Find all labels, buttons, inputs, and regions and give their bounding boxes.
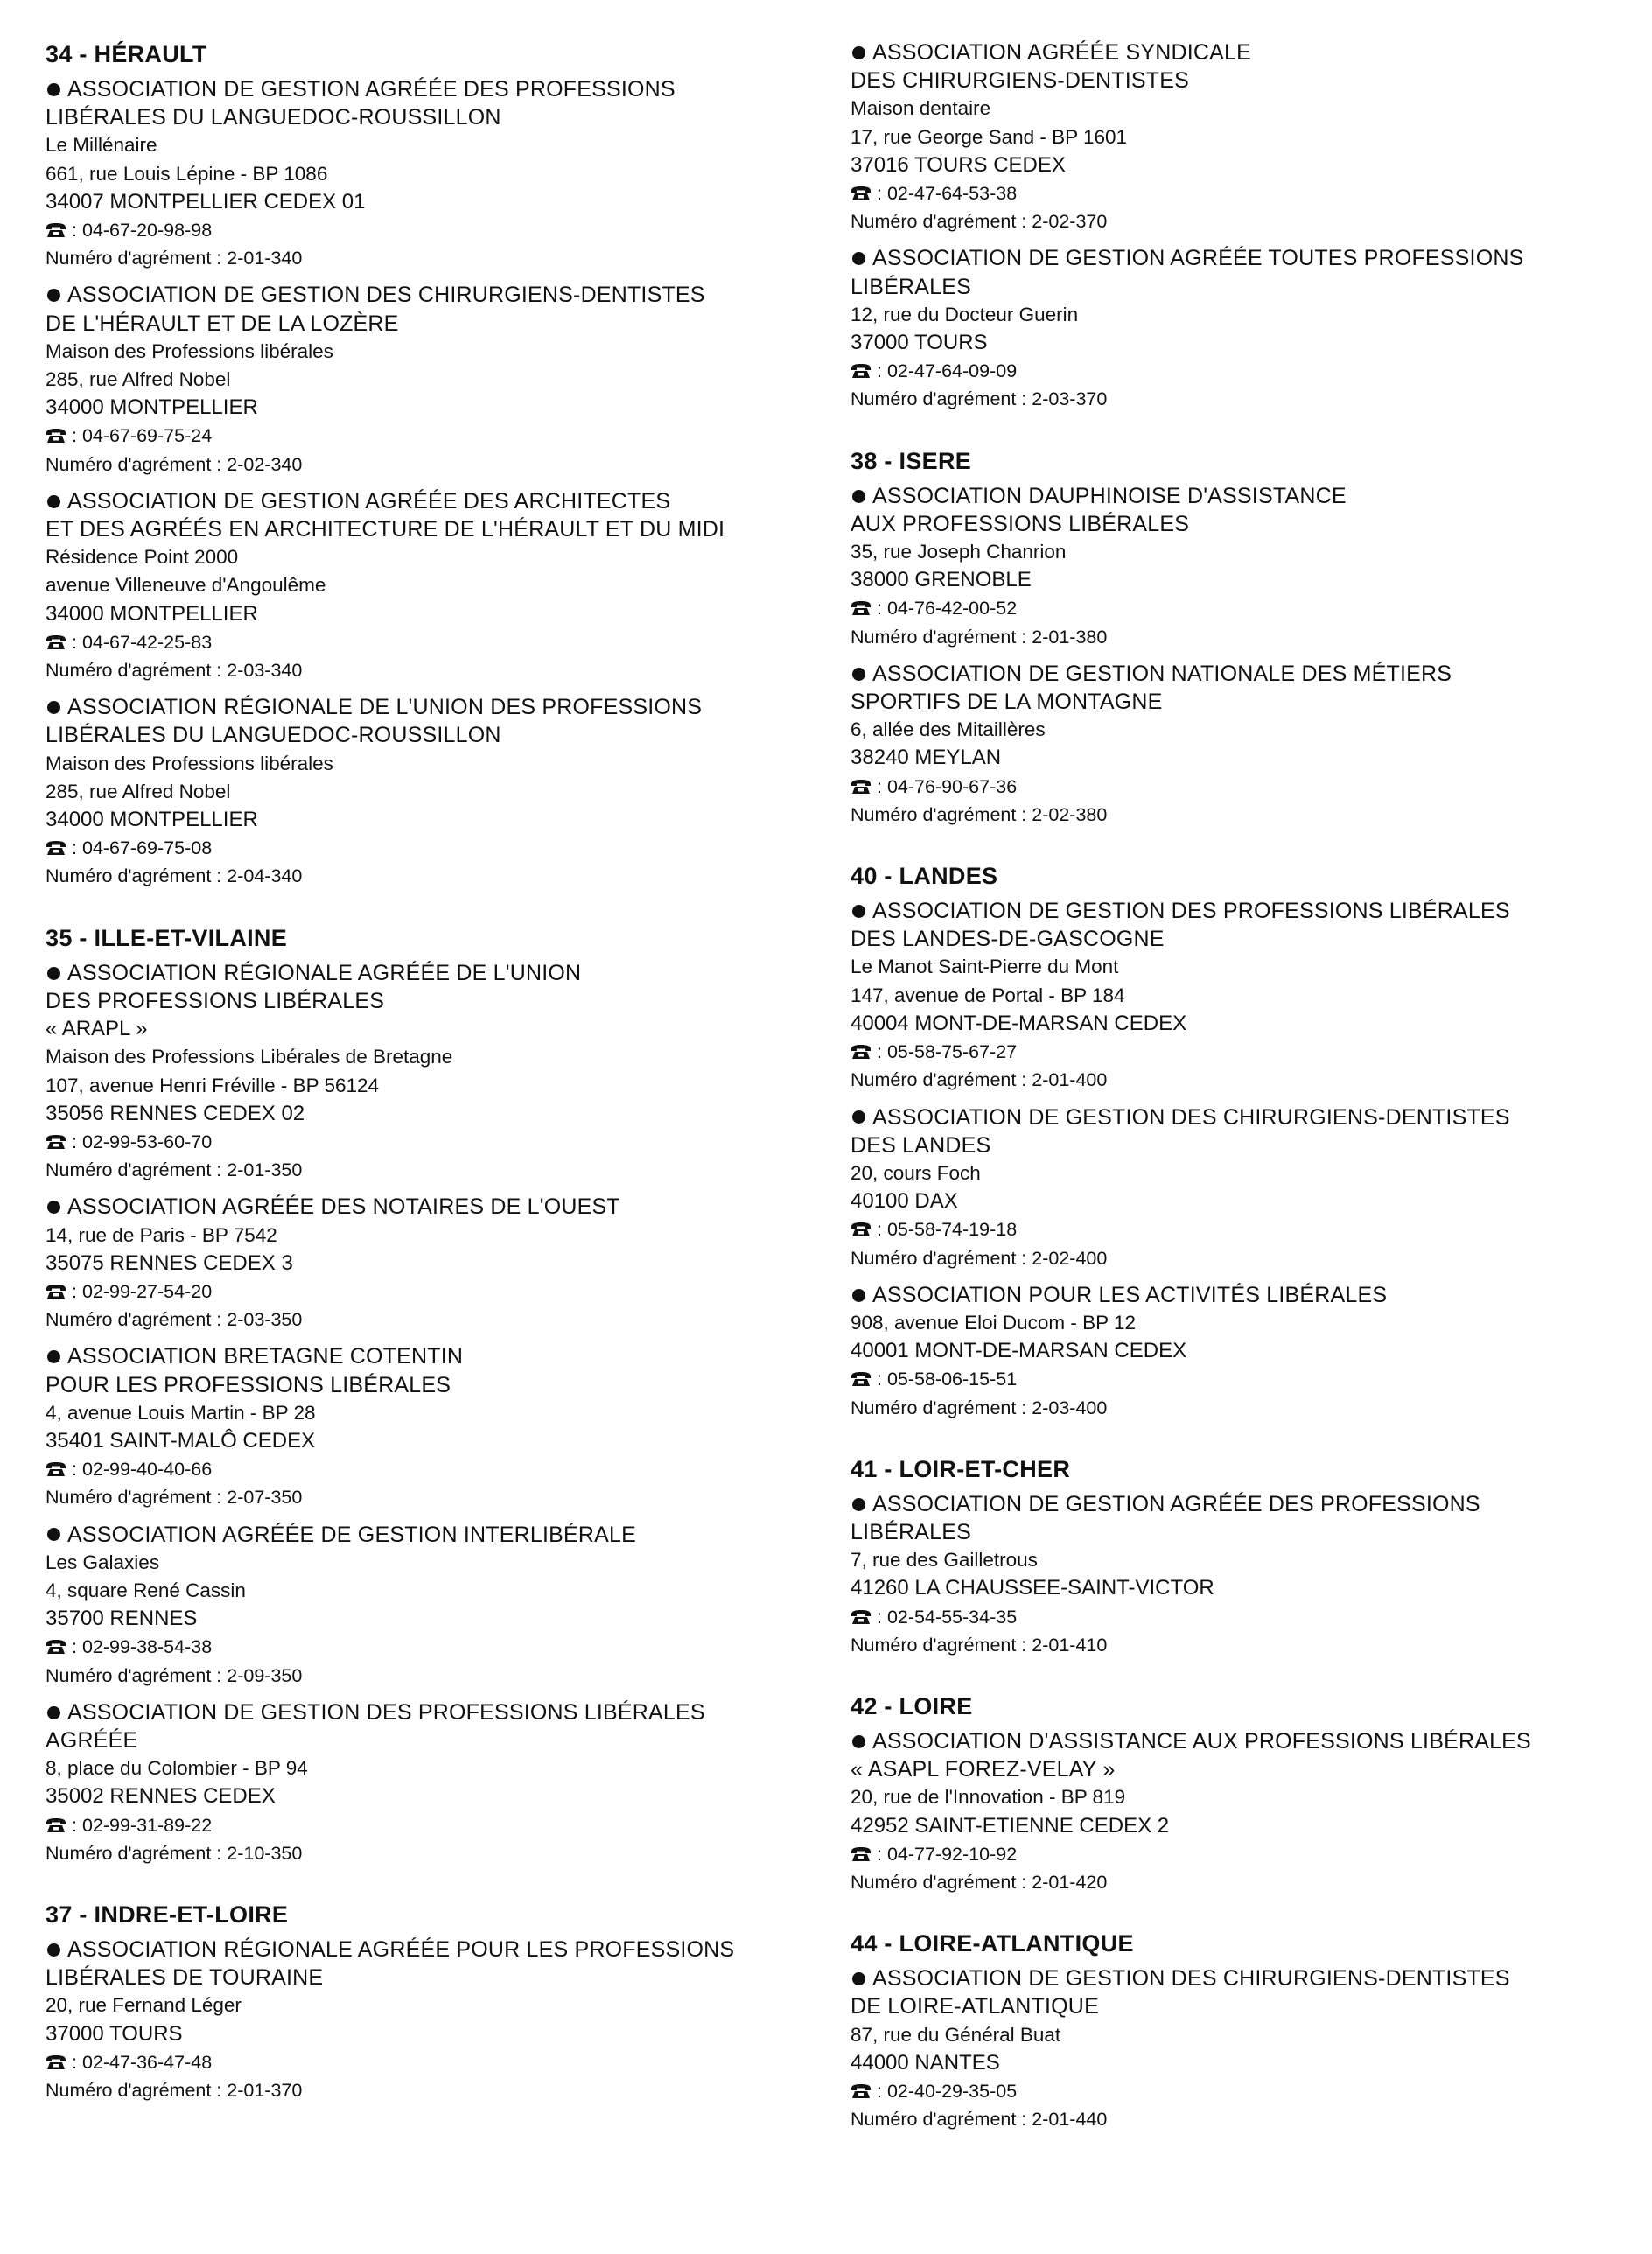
telephone-icon	[46, 836, 66, 851]
association-name: ASSOCIATION DE GESTION DES CHIRURGIENS-DENTISTES	[872, 1966, 1510, 1992]
agrement-number: Numéro d'agrément : 2-02-370	[850, 211, 1108, 233]
bullet-icon	[47, 495, 60, 508]
association-name-line	[46, 515, 816, 543]
association-entry	[46, 959, 816, 1185]
association-name-line	[850, 897, 1620, 925]
address-line: Le Millénaire	[46, 134, 158, 157]
agrement-number: Numéro d'agrément : 2-01-370	[46, 2080, 303, 2101]
address-line: 40100 DAX	[850, 1189, 958, 1214]
association-name-line	[46, 281, 816, 309]
association-name-line	[850, 66, 1620, 94]
address-line: 285, rue Alfred Nobel	[46, 368, 231, 391]
bullet-icon	[47, 1528, 60, 1541]
telephone-icon	[46, 630, 66, 646]
department-section	[46, 1899, 816, 2104]
association-name: AGRÉÉE	[46, 1727, 138, 1753]
telephone-icon	[46, 1634, 66, 1650]
association-name: DES CHIRURGIENS-DENTISTES	[850, 68, 1189, 94]
agrement-number: Numéro d'agrément : 2-04-340	[46, 865, 303, 887]
association-entry	[46, 1698, 816, 1867]
address-line: 20, rue Fernand Léger	[46, 1994, 242, 2017]
association-entry	[850, 482, 1620, 651]
phone-number: : 05-58-74-19-18	[877, 1219, 1018, 1241]
telephone-icon	[46, 1130, 66, 1145]
association-entry	[46, 693, 816, 890]
telephone-icon	[850, 359, 872, 374]
association-name: ASSOCIATION RÉGIONALE AGRÉÉE DE L'UNION	[67, 960, 582, 985]
telephone-icon	[850, 1040, 872, 1055]
phone-line	[46, 1633, 816, 1661]
address-line: 285, rue Alfred Nobel	[46, 780, 231, 802]
phone-line	[46, 834, 816, 862]
telephone-icon	[850, 1605, 872, 1620]
association-name-line	[46, 103, 816, 131]
agrement-number: Numéro d'agrément : 2-07-350	[46, 1487, 303, 1508]
address-line: 12, rue du Docteur Guerin	[850, 303, 1079, 326]
bullet-icon	[852, 252, 865, 265]
department-section	[850, 38, 1620, 414]
phone-number: : 04-76-90-67-36	[877, 775, 1018, 797]
association-entry	[850, 38, 1620, 235]
association-name: ASSOCIATION D'ASSISTANCE AUX PROFESSIONS LIBÉRALES	[872, 1728, 1531, 1754]
telephone-icon	[46, 1279, 66, 1295]
address-line: 34000 MONTPELLIER	[46, 601, 258, 626]
association-name: SPORTIFS DE LA MONTAGNE	[850, 690, 1163, 715]
bullet-icon	[47, 289, 60, 302]
address-line: 35002 RENNES CEDEX	[46, 1784, 276, 1809]
phone-line	[46, 1455, 816, 1483]
department-section	[850, 1453, 1620, 1659]
association-entry	[46, 1193, 816, 1334]
phone-number: : 05-58-75-67-27	[877, 1041, 1018, 1063]
agrement-number: Numéro d'agrément : 2-02-340	[46, 453, 303, 475]
association-name-line	[850, 1131, 1620, 1159]
bullet-icon	[47, 1706, 60, 1719]
phone-line	[850, 179, 1620, 207]
phone-line	[46, 1278, 816, 1306]
agrement-number: Numéro d'agrément : 2-10-350	[46, 1842, 303, 1864]
address-line: 37016 TOURS CEDEX	[850, 152, 1066, 177]
address-line: 147, avenue de Portal - BP 184	[850, 984, 1125, 1006]
agrement-number: Numéro d'agrément : 2-03-370	[850, 388, 1108, 410]
association-name-line	[850, 1755, 1620, 1783]
association-name-line	[46, 1371, 816, 1399]
association-name: ASSOCIATION DE GESTION AGRÉÉE DES PROFESSIONS	[872, 1491, 1480, 1516]
agrement-number: Numéro d'agrément : 2-03-340	[46, 660, 303, 682]
agrement-number: Numéro d'agrément : 2-03-350	[46, 1309, 303, 1331]
agrement-number: Numéro d'agrément : 2-01-440	[850, 2109, 1108, 2131]
association-name-line	[46, 1698, 816, 1726]
bullet-icon	[47, 1943, 60, 1956]
agrement-number: Numéro d'agrément : 2-01-410	[850, 1634, 1108, 1656]
department-section	[46, 38, 816, 891]
association-name-line	[850, 1281, 1620, 1309]
address-line: Maison des Professions libérales	[46, 340, 333, 362]
department-title: 35 - ILLE-ET-VILAINE	[46, 924, 288, 951]
address-line: 40004 MONT-DE-MARSAN CEDEX	[850, 1011, 1187, 1035]
department-section	[850, 1928, 1620, 2133]
address-line: 37000 TOURS	[46, 2021, 183, 2046]
agrement-number: Numéro d'agrément : 2-09-350	[46, 1664, 303, 1686]
phone-line	[46, 628, 816, 656]
association-name-line	[850, 660, 1620, 688]
bullet-icon	[852, 46, 865, 60]
association-name: LIBÉRALES DE TOURAINE	[46, 1965, 324, 1991]
telephone-icon	[46, 218, 66, 234]
telephone-icon	[46, 2050, 66, 2066]
phone-number: : 02-47-36-47-48	[72, 2051, 213, 2073]
telephone-icon	[850, 1842, 872, 1858]
association-entry	[850, 244, 1620, 413]
association-name: DES PROFESSIONS LIBÉRALES	[46, 988, 385, 1013]
phone-number: : 02-47-64-09-09	[877, 360, 1018, 382]
address-line: 41260 LA CHAUSSEE-SAINT-VICTOR	[850, 1576, 1214, 1600]
address-line: 34007 MONTPELLIER CEDEX 01	[46, 189, 366, 214]
address-line: 35700 RENNES	[46, 1606, 198, 1631]
association-entry	[46, 487, 816, 684]
association-name: ASSOCIATION DE GESTION DES CHIRURGIENS-DENTISTES	[67, 283, 705, 308]
association-name-line	[46, 1193, 816, 1221]
phone-line	[46, 1811, 816, 1839]
department-section	[850, 1690, 1620, 1896]
association-entry	[46, 281, 816, 478]
association-name-line	[46, 1342, 816, 1370]
right-column	[850, 38, 1620, 2165]
association-name-line	[850, 38, 1620, 66]
agrement-number: Numéro d'agrément : 2-01-380	[850, 626, 1108, 648]
association-name: ASSOCIATION RÉGIONALE AGRÉÉE POUR LES PROFESSIONS	[67, 1936, 735, 1962]
association-entry	[46, 1521, 816, 1690]
phone-line	[46, 2048, 816, 2076]
bullet-icon	[47, 1200, 60, 1214]
bullet-icon	[852, 668, 865, 681]
phone-line	[46, 1128, 816, 1156]
association-entry	[850, 897, 1620, 1094]
department-section	[850, 445, 1620, 829]
department-title: 41 - LOIR-ET-CHER	[850, 1455, 1071, 1482]
association-name-line	[850, 688, 1620, 716]
phone-number: : 02-47-64-53-38	[877, 183, 1018, 205]
association-name-line	[850, 925, 1620, 953]
address-line: 661, rue Louis Lépine - BP 1086	[46, 162, 328, 185]
bullet-icon	[852, 1289, 865, 1302]
association-name-line	[46, 1936, 816, 1964]
association-name: « ASAPL FOREZ-VELAY »	[850, 1757, 1116, 1782]
association-name-line	[46, 310, 816, 338]
department-section	[46, 922, 816, 1867]
department-title: 44 - LOIRE-ATLANTIQUE	[850, 1930, 1134, 1957]
association-entry	[850, 1964, 1620, 2133]
phone-number: : 02-99-27-54-20	[72, 1280, 213, 1302]
bullet-icon	[47, 967, 60, 980]
address-line: avenue Villeneuve d'Angoulême	[46, 574, 326, 597]
bullet-icon	[852, 905, 865, 918]
association-name-line	[850, 1964, 1620, 1992]
address-line: 20, rue de l'Innovation - BP 819	[850, 1786, 1126, 1809]
association-name: AUX PROFESSIONS LIBÉRALES	[850, 511, 1190, 536]
address-line: Maison des Professions libérales	[46, 752, 333, 774]
association-name: DE L'HÉRAULT ET DE LA LOZÈRE	[46, 311, 399, 336]
phone-number: : 05-58-06-15-51	[877, 1368, 1018, 1390]
department-title: 38 - ISERE	[850, 447, 972, 474]
association-name: DES LANDES-DE-GASCOGNE	[850, 927, 1165, 952]
phone-number: : 02-54-55-34-35	[877, 1606, 1018, 1628]
agrement-number: Numéro d'agrément : 2-02-400	[850, 1247, 1108, 1269]
phone-line	[850, 1603, 1620, 1631]
phone-number: : 04-67-20-98-98	[72, 220, 213, 242]
association-name: LIBÉRALES DU LANGUEDOC-ROUSSILLON	[46, 105, 501, 130]
association-name: DES LANDES	[850, 1132, 991, 1158]
address-line: 34000 MONTPELLIER	[46, 808, 258, 832]
bullet-icon	[852, 1110, 865, 1124]
association-name: LIBÉRALES DU LANGUEDOC-ROUSSILLON	[46, 723, 501, 748]
phone-line	[850, 1215, 1620, 1243]
bullet-icon	[47, 1350, 60, 1363]
phone-line	[850, 773, 1620, 801]
phone-number: : 04-67-69-75-24	[72, 425, 213, 447]
phone-line	[850, 1365, 1620, 1393]
phone-line	[850, 357, 1620, 385]
address-line: 87, rue du Général Buat	[850, 2023, 1061, 2046]
phone-line	[46, 216, 816, 244]
association-name: LIBÉRALES	[850, 274, 971, 299]
address-line: Le Manot Saint-Pierre du Mont	[850, 956, 1119, 978]
association-name: ET DES AGRÉÉS EN ARCHITECTURE DE L'HÉRAULT ET DU MIDI	[46, 517, 725, 542]
agrement-number: Numéro d'agrément : 2-01-340	[46, 248, 303, 270]
phone-number: : 02-99-40-40-66	[72, 1459, 213, 1480]
telephone-icon	[46, 1457, 66, 1473]
phone-number: : 04-67-69-75-08	[72, 837, 213, 859]
address-line: 38000 GRENOBLE	[850, 568, 1032, 592]
address-line: 4, avenue Louis Martin - BP 28	[46, 1401, 316, 1424]
association-name-line	[850, 244, 1620, 272]
association-name-line	[850, 273, 1620, 301]
address-line: 107, avenue Henri Fréville - BP 56124	[46, 1074, 380, 1096]
telephone-icon	[850, 596, 872, 612]
phone-line	[850, 2077, 1620, 2105]
association-name: ASSOCIATION DE GESTION DES CHIRURGIENS-DENTISTES	[872, 1104, 1510, 1130]
association-name: ASSOCIATION DE GESTION AGRÉÉE TOUTES PROFESSIONS	[872, 246, 1524, 271]
telephone-icon	[850, 181, 872, 197]
association-entry	[46, 75, 816, 272]
association-name-line	[850, 1103, 1620, 1131]
address-line: 42952 SAINT-ETIENNE CEDEX 2	[850, 1813, 1170, 1838]
association-name-line	[850, 1992, 1620, 2020]
bullet-icon	[852, 1735, 865, 1748]
association-name: ASSOCIATION POUR LES ACTIVITÉS LIBÉRALES	[872, 1282, 1388, 1307]
bullet-icon	[47, 701, 60, 714]
telephone-icon	[46, 1813, 66, 1829]
association-name-line	[850, 1727, 1620, 1755]
association-name: ASSOCIATION AGRÉÉE SYNDICALE	[872, 40, 1252, 65]
association-name-line	[46, 721, 816, 749]
association-name: DE LOIRE-ATLANTIQUE	[850, 1994, 1099, 2020]
department-title: 42 - LOIRE	[850, 1692, 973, 1719]
address-line: 6, allée des Mitaillères	[850, 718, 1046, 741]
association-name-line	[46, 693, 816, 721]
association-name-line	[46, 987, 816, 1015]
association-entry	[850, 1103, 1620, 1272]
phone-line	[850, 594, 1620, 622]
association-name-line	[46, 1964, 816, 1992]
association-name: ASSOCIATION BRETAGNE COTENTIN	[67, 1344, 464, 1369]
association-entry	[46, 1342, 816, 1511]
address-line: 35075 RENNES CEDEX 3	[46, 1250, 293, 1275]
association-name: LIBÉRALES	[850, 1519, 971, 1544]
association-name-line	[46, 1521, 816, 1549]
association-name-line	[46, 75, 816, 103]
telephone-icon	[850, 1217, 872, 1233]
department-title: 40 - LANDES	[850, 863, 998, 890]
agrement-number: Numéro d'agrément : 2-01-400	[850, 1069, 1108, 1091]
address-line: 34000 MONTPELLIER	[46, 396, 258, 420]
address-line: 37000 TOURS	[850, 331, 988, 355]
association-entry	[850, 1490, 1620, 1659]
agrement-number: Numéro d'agrément : 2-01-350	[46, 1159, 303, 1181]
telephone-icon	[850, 774, 872, 790]
association-name: ASSOCIATION DE GESTION AGRÉÉE DES PROFESSIONS	[67, 77, 676, 102]
association-name: ASSOCIATION DE GESTION AGRÉÉE DES ARCHITECTES	[67, 488, 671, 514]
bullet-icon	[852, 490, 865, 503]
agrement-number: Numéro d'agrément : 2-02-380	[850, 803, 1108, 825]
bullet-icon	[47, 83, 60, 96]
address-line: 4, square René Cassin	[46, 1578, 246, 1601]
address-line: Maison des Professions Libérales de Bretagne	[46, 1046, 453, 1068]
association-entry	[46, 1936, 816, 2104]
telephone-icon	[850, 1367, 872, 1382]
phone-number: : 02-40-29-35-05	[877, 2080, 1018, 2102]
phone-line	[46, 422, 816, 450]
association-entry	[850, 1727, 1620, 1896]
association-name: ASSOCIATION DAUPHINOISE D'ASSISTANCE	[872, 483, 1347, 508]
address-line: Les Galaxies	[46, 1550, 160, 1573]
association-name-line	[850, 1518, 1620, 1546]
association-name-line	[46, 1726, 816, 1754]
association-name-line	[850, 482, 1620, 510]
association-name-line	[850, 510, 1620, 538]
address-line: 908, avenue Eloi Ducom - BP 12	[850, 1311, 1137, 1334]
association-name: POUR LES PROFESSIONS LIBÉRALES	[46, 1372, 452, 1397]
association-entry	[850, 1281, 1620, 1422]
address-line: 14, rue de Paris - BP 7542	[46, 1223, 277, 1246]
association-name: ASSOCIATION DE GESTION NATIONALE DES MÉTIERS	[872, 661, 1452, 686]
address-line: 7, rue des Gailletrous	[850, 1549, 1038, 1572]
association-name: ASSOCIATION RÉGIONALE DE L'UNION DES PROFESSIONS	[67, 695, 703, 720]
address-line: Résidence Point 2000	[46, 546, 239, 569]
telephone-icon	[850, 2079, 872, 2095]
bullet-icon	[852, 1972, 865, 1985]
address-line: 8, place du Colombier - BP 94	[46, 1757, 308, 1780]
address-line: 17, rue George Sand - BP 1601	[850, 125, 1128, 148]
phone-number: : 02-99-38-54-38	[72, 1636, 213, 1658]
bullet-icon	[852, 1498, 865, 1511]
phone-number: : 04-77-92-10-92	[877, 1843, 1018, 1865]
phone-number: : 04-76-42-00-52	[877, 598, 1018, 620]
phone-number: : 02-99-53-60-70	[72, 1130, 213, 1152]
association-entry	[850, 660, 1620, 829]
department-section	[850, 860, 1620, 1422]
phone-number: : 02-99-31-89-22	[72, 1814, 213, 1836]
address-line: « ARAPL »	[46, 1017, 148, 1041]
phone-line	[850, 1840, 1620, 1868]
association-name-line	[46, 487, 816, 515]
address-line: 38240 MEYLAN	[850, 746, 1002, 770]
agrement-number: Numéro d'agrément : 2-01-420	[850, 1871, 1108, 1893]
address-line: 20, cours Foch	[850, 1161, 981, 1184]
association-name: ASSOCIATION AGRÉÉE DES NOTAIRES DE L'OUEST	[67, 1194, 620, 1220]
telephone-icon	[46, 424, 66, 439]
agrement-number: Numéro d'agrément : 2-03-400	[850, 1396, 1108, 1418]
phone-number: : 04-67-42-25-83	[72, 631, 213, 653]
address-line: 35, rue Joseph Chanrion	[850, 541, 1067, 564]
association-name-line	[850, 1490, 1620, 1518]
left-column	[46, 38, 816, 2136]
phone-line	[850, 1038, 1620, 1066]
address-line: 40001 MONT-DE-MARSAN CEDEX	[850, 1339, 1187, 1363]
department-title: 34 - HÉRAULT	[46, 41, 207, 67]
department-title: 37 - INDRE-ET-LOIRE	[46, 1900, 289, 1928]
association-name-line	[46, 959, 816, 987]
association-name: ASSOCIATION AGRÉÉE DE GESTION INTERLIBÉRALE	[67, 1522, 636, 1547]
address-line: 35401 SAINT-MALÔ CEDEX	[46, 1428, 316, 1452]
address-line: 35056 RENNES CEDEX 02	[46, 1101, 305, 1125]
association-name: ASSOCIATION DE GESTION DES PROFESSIONS LIBÉRALES	[67, 1699, 705, 1725]
address-line: 44000 NANTES	[850, 2050, 1000, 2075]
address-line: Maison dentaire	[850, 97, 991, 120]
association-name: ASSOCIATION DE GESTION DES PROFESSIONS LIBÉRALES	[872, 899, 1510, 924]
